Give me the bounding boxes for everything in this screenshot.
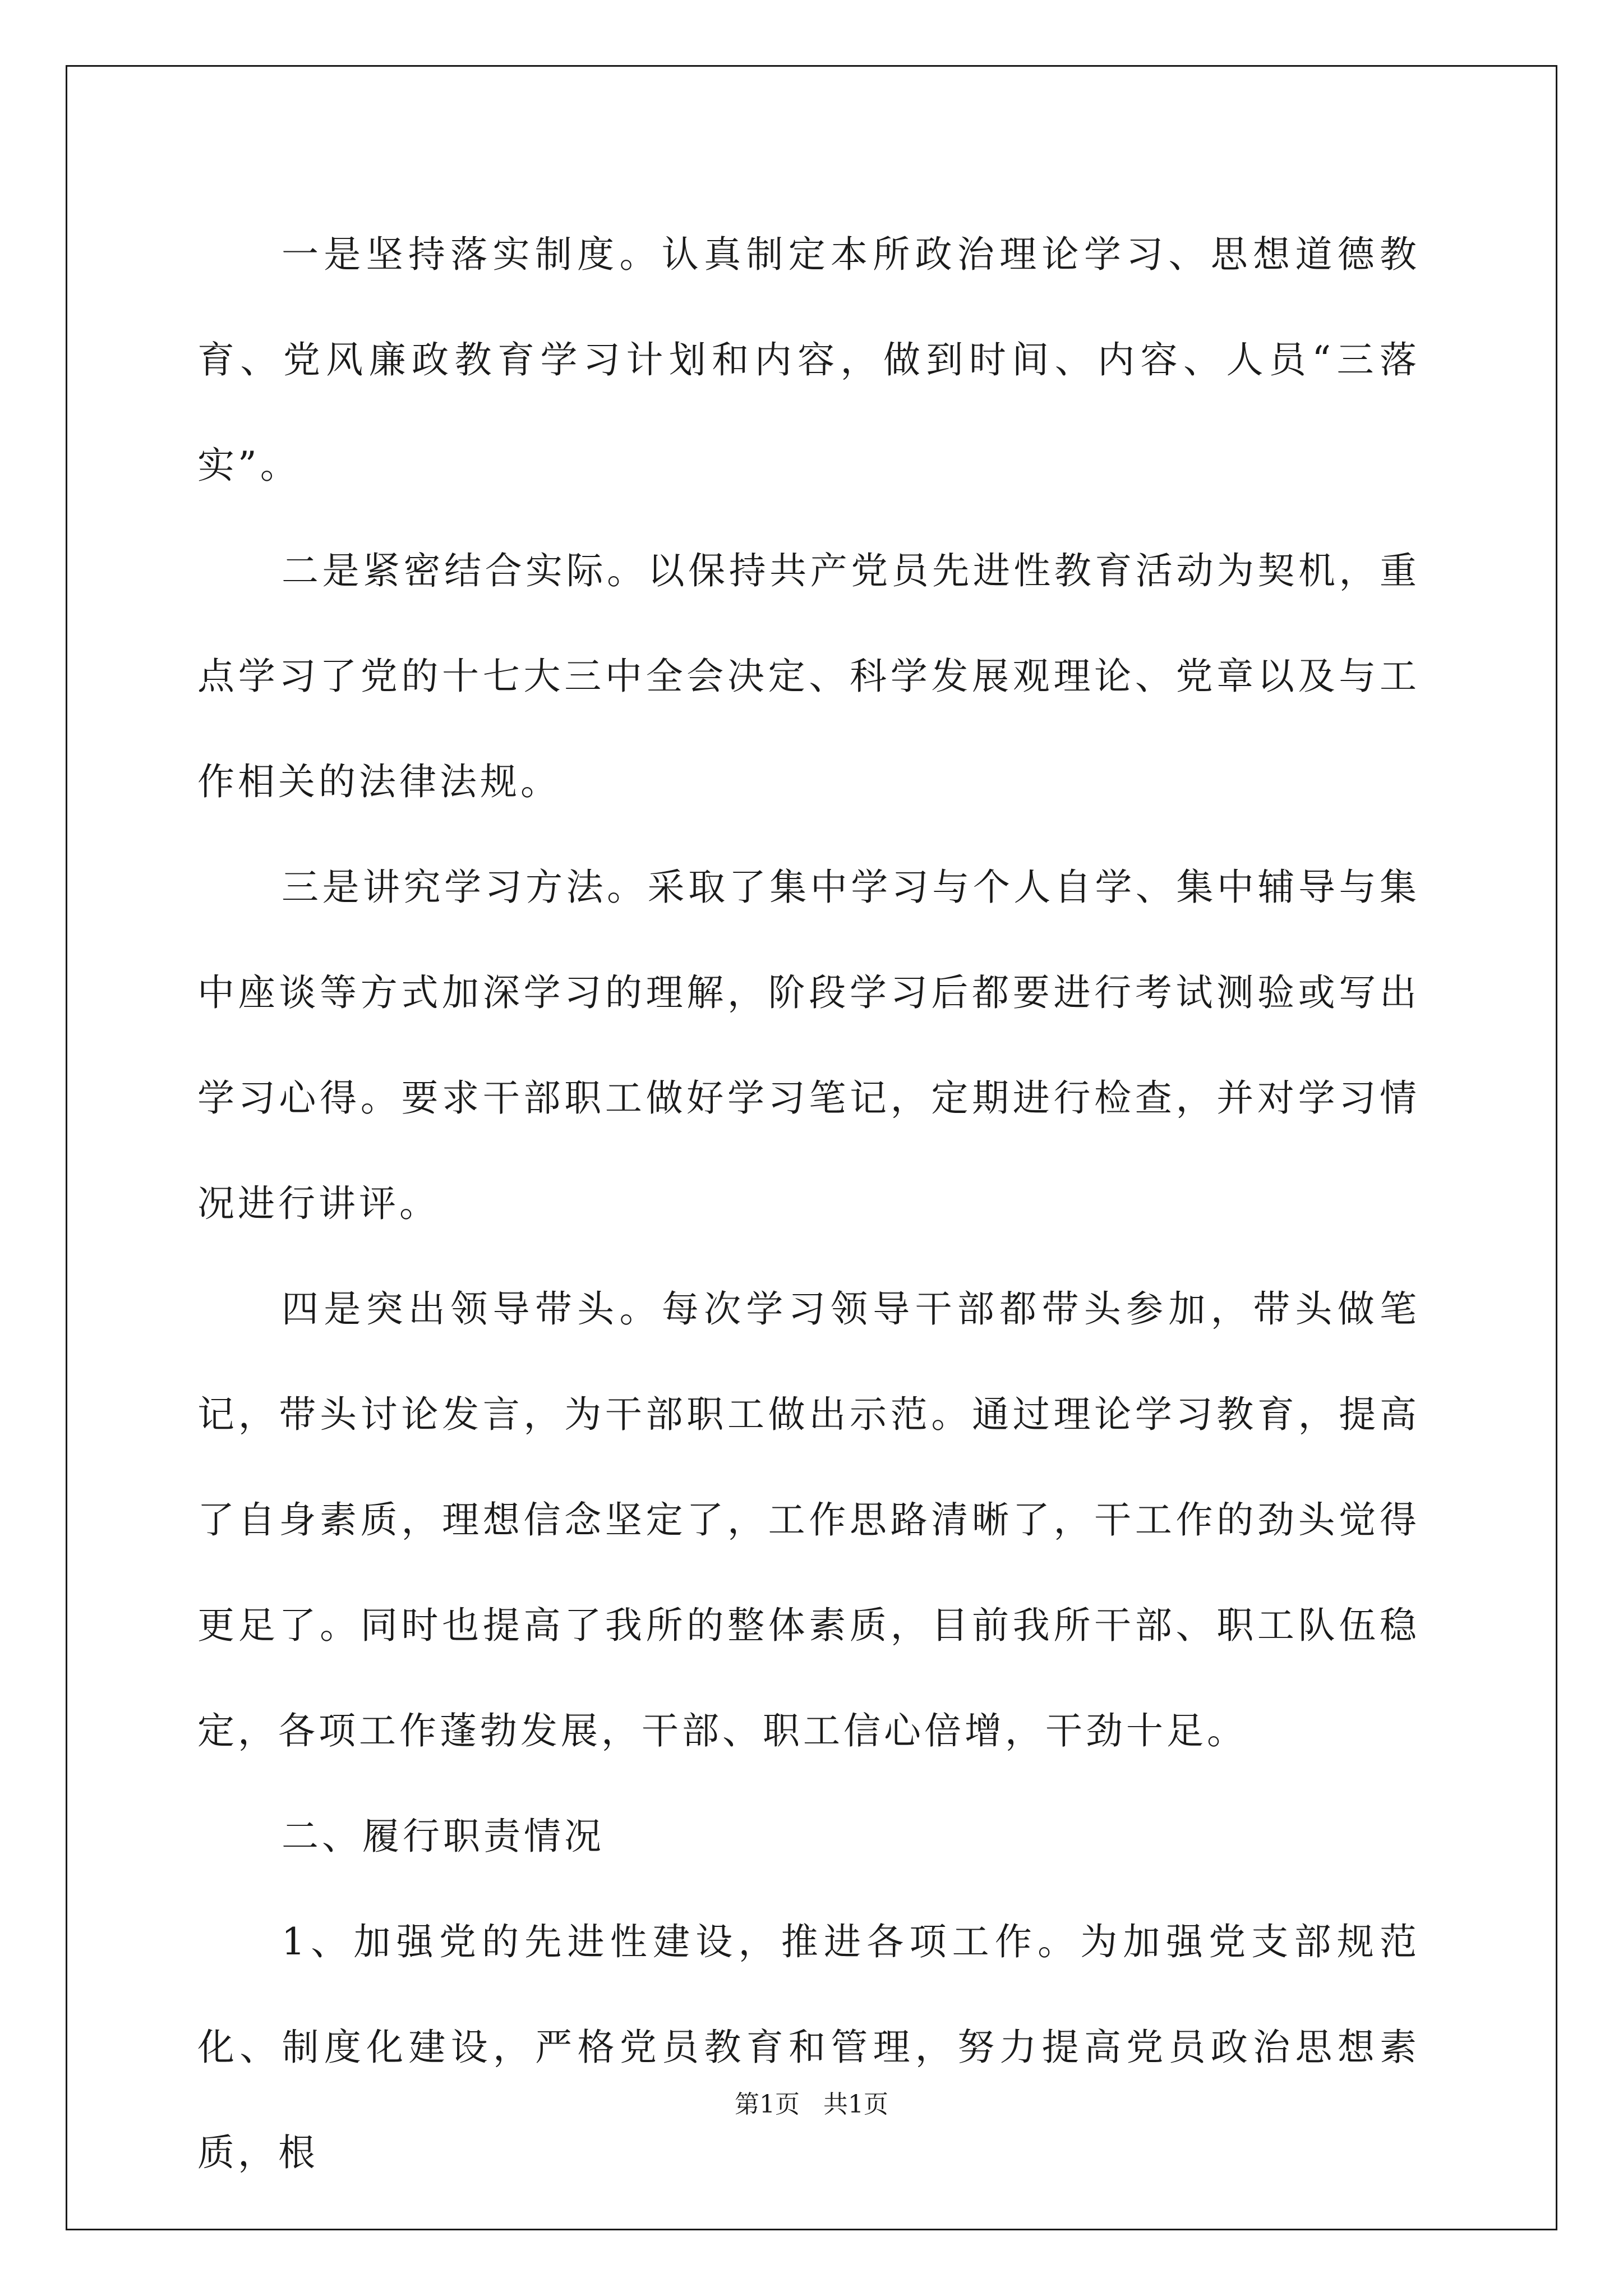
paragraph-1: 一是坚持落实制度。认真制定本所政治理论学习、思想道德教育、党风廉政教育学习计划和内容，做到时间、内容、人员“三落实”。 [197, 233, 1420, 487]
page-number-footer: 第1页 共1页 [735, 2090, 888, 2119]
paragraph-4: 四是突出领导带头。每次学习领导干部都带头参加，带头做笔记，带头讨论发言，为干部职工做出示范。通过理论学习教育，提高了自身素质，理想信念坚定了，工作思路清晰了，干工作的劲头觉得更足了。同时也提高了我所的整体素质，目前我所干部、职工队伍稳定，各项工作蓬勃发展，干部、职工信心倍增，干劲十足。 [197, 1287, 1420, 1752]
paragraph-2: 二是紧密结合实际。以保持共产党员先进性教育活动为契机，重点学习了党的十七大三中全会决定、科学发展观理论、党章以及与工作相关的法律法规。 [197, 549, 1420, 803]
paragraph-3: 三是讲究学习方法。采取了集中学习与个人自学、集中辅导与集中座谈等方式加深学习的理解，阶段学习后都要进行考试测验或写出学习心得。要求干部职工做好学习笔记，定期进行检查，并对学习情况进行讲评。 [197, 866, 1420, 1225]
document-body [197, 202, 1420, 2206]
section-heading: 二、履行职责情况 [282, 1815, 605, 1858]
paragraph-5: 1、加强党的先进性建设，推进各项工作。为加强党支部规范化、制度化建设，严格党员教育和管理，努力提高党员政治思想素质，根 [197, 1920, 1420, 2174]
